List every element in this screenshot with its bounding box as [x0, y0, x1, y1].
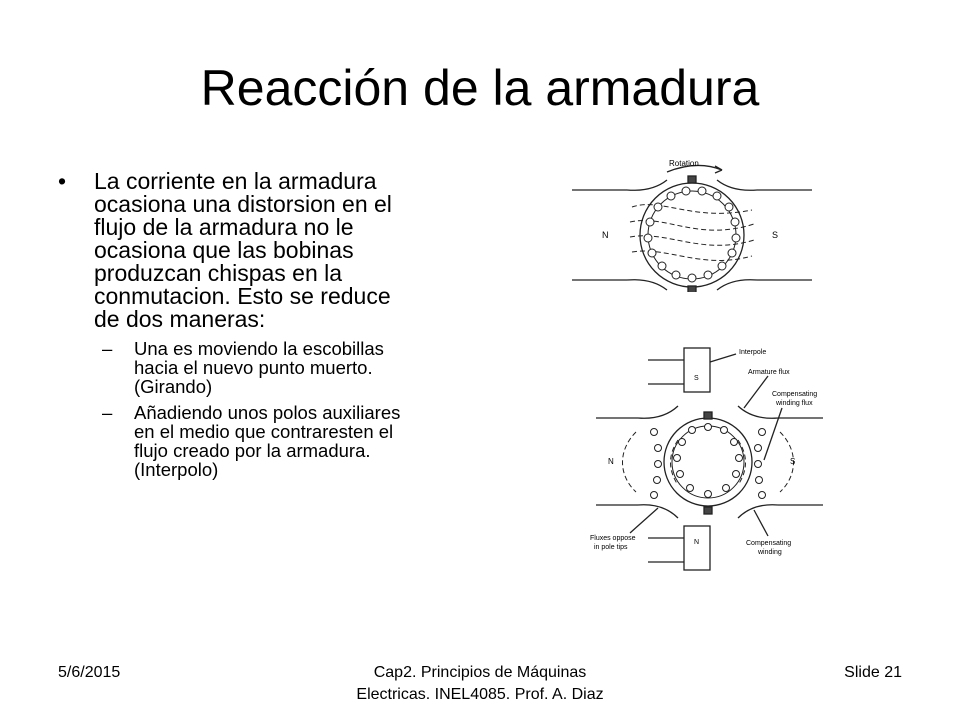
sub-bullet-text: Una es moviendo la escobillas hacia el nuevo punto muerto.(Girando)	[134, 338, 384, 397]
south-pole-label: S	[772, 230, 779, 240]
south-pole-label: S	[790, 457, 796, 466]
top-interpole-pole-label: S	[694, 375, 699, 382]
bullet-mark: •	[58, 168, 67, 194]
compensating-flux-label-line1: Compensating	[772, 391, 818, 398]
rotation-label: Rotation	[669, 159, 699, 168]
interpole-diagram-svg	[568, 340, 848, 578]
dash-mark: –	[102, 402, 113, 423]
armature-diagram-svg	[572, 152, 812, 292]
dash-mark: –	[102, 338, 113, 359]
interpole-label: Interpole	[739, 349, 767, 356]
compensating-winding-label-line1: Compensating	[746, 540, 792, 547]
sub-bullet	[98, 403, 408, 479]
main-bullet-text: La corriente en la armadura ocasiona una distorsion en el flujo de la armadura no le ocasiona que las bobinas produzcan chispas en la conmutacion. Esto se reduce de dos maneras:	[94, 168, 392, 332]
armature-flux-distortion-diagram	[572, 152, 812, 292]
compensating-flux-label-line2: winding flux	[776, 400, 813, 407]
footer-slide-number: Slide 21	[844, 664, 902, 681]
interpole-compensating-diagram	[568, 340, 848, 578]
armature-flux-label: Armature flux	[748, 369, 790, 376]
footer-course-line1: Cap2. Principios de Máquinas	[373, 664, 587, 681]
main-bullet	[58, 170, 408, 331]
fluxes-oppose-label-line2: in pole tips	[594, 544, 628, 551]
slide-body	[58, 170, 408, 486]
footer-course	[320, 662, 640, 706]
north-pole-label: N	[602, 230, 609, 240]
sub-bullet	[98, 339, 408, 396]
sub-bullet-text: Añadiendo unos polos auxiliares en el medio que contraresten el flujo creado por la armadura. (Interpolo)	[134, 402, 401, 480]
north-pole-label: N	[608, 457, 614, 466]
footer-course-line2: Electricas. INEL4085. Prof. A. Diaz	[356, 686, 604, 703]
fluxes-oppose-label-line1: Fluxes oppose	[590, 535, 636, 542]
bottom-interpole-pole-label: N	[694, 539, 700, 546]
slide-title: Reacción de la armadura	[200, 60, 760, 116]
sub-bullet-list	[98, 339, 408, 479]
footer-date: 5/6/2015	[58, 664, 121, 681]
compensating-winding-label-line2: winding	[758, 549, 782, 556]
